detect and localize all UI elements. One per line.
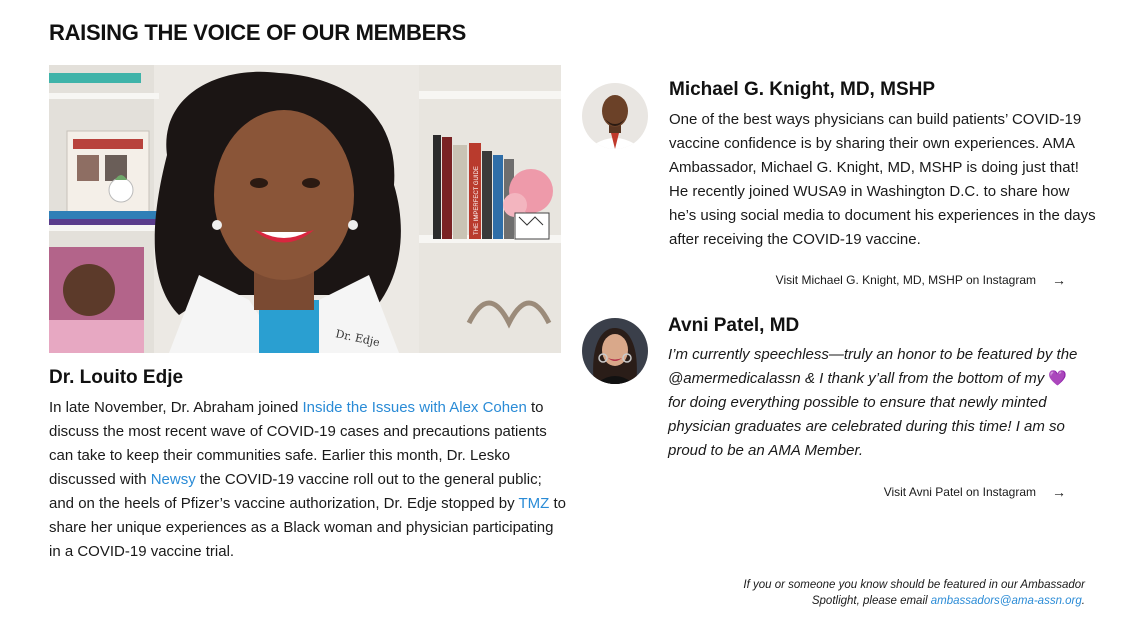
inside-the-issues-link[interactable]: Inside the Issues with Alex Cohen bbox=[302, 399, 527, 416]
newsy-link[interactable]: Newsy bbox=[150, 471, 196, 488]
footer-note bbox=[725, 577, 1085, 609]
member-name-avni-patel: Avni Patel, MD bbox=[668, 315, 800, 336]
quote-text: for doing everything possible to ensure that newly minted physician graduates are celebrated during this time! I am so proud to be an AMA Member. bbox=[668, 394, 1065, 459]
quote-text: I’m currently speechless—truly an honor to be featured by the @amermedicalassn & I thank y’all from the bottom of my bbox=[668, 346, 1078, 387]
description-text: the COVID-19 vaccine roll out to the general public; and on the heels of Pfizer’s vaccine authorization, Dr. Edje stopped by bbox=[49, 471, 542, 512]
lab-coat-name: Dr. Edje bbox=[334, 327, 381, 350]
book-spine-title: THE IMPERFECT GUIDE bbox=[474, 166, 480, 235]
featured-member-description bbox=[49, 396, 569, 564]
featured-photo bbox=[49, 65, 561, 353]
ambassadors-email-link[interactable]: ambassadors@ama-assn.org bbox=[930, 595, 1082, 607]
instagram-link-label: Visit Avni Patel on Instagram bbox=[883, 485, 1036, 499]
member-quote-avni-patel bbox=[668, 343, 1080, 463]
instagram-link-label: Visit Michael G. Knight, MD, MSHP on Instagram bbox=[775, 273, 1036, 287]
instagram-link-michael-knight[interactable] bbox=[776, 272, 1066, 288]
arrow-right-icon: → bbox=[1052, 272, 1066, 288]
featured-photo-illustration bbox=[49, 65, 561, 353]
member-description-michael-knight: One of the best ways physicians can build patients’ COVID-19 vaccine confidence is by sharing their own experiences. AMA Ambassador, Michael G. Knight, MD, MSHP is doing just that! He recently joined WUSA9 in Washington D.C. to share how he’s using social media to document his experiences in the days after receiving the COVID-19 vaccine. bbox=[669, 111, 1096, 248]
featured-member-name: Dr. Louito Edje bbox=[49, 367, 184, 388]
avatar-avni-patel bbox=[582, 318, 648, 384]
page-title: RAISING THE VOICE OF OUR MEMBERS bbox=[49, 20, 466, 45]
arrow-right-icon: → bbox=[1052, 484, 1066, 500]
avatar-michael-knight bbox=[582, 83, 648, 149]
instagram-link-avni-patel[interactable] bbox=[884, 484, 1066, 500]
description-text: to discuss the most recent wave of COVID-19 cases and precautions patients can take to keep their communities safe. Earlier this month, Dr. Lesko discussed with bbox=[49, 399, 547, 488]
description-text: to share her unique experiences as a Black woman and physician participating in a COVID-19 vaccine trial. bbox=[49, 495, 566, 560]
description-text: In late November, Dr. Abraham joined bbox=[49, 399, 303, 416]
purple-heart-icon: 💜 bbox=[1048, 370, 1068, 387]
member-name-michael-knight: Michael G. Knight, MD, MSHP bbox=[669, 79, 936, 100]
footer-text: If you or someone you know should be featured in our Ambassador Spotlight, please email bbox=[743, 579, 1085, 607]
footer-end: . bbox=[1081, 595, 1085, 607]
tmz-link[interactable]: TMZ bbox=[518, 495, 550, 512]
